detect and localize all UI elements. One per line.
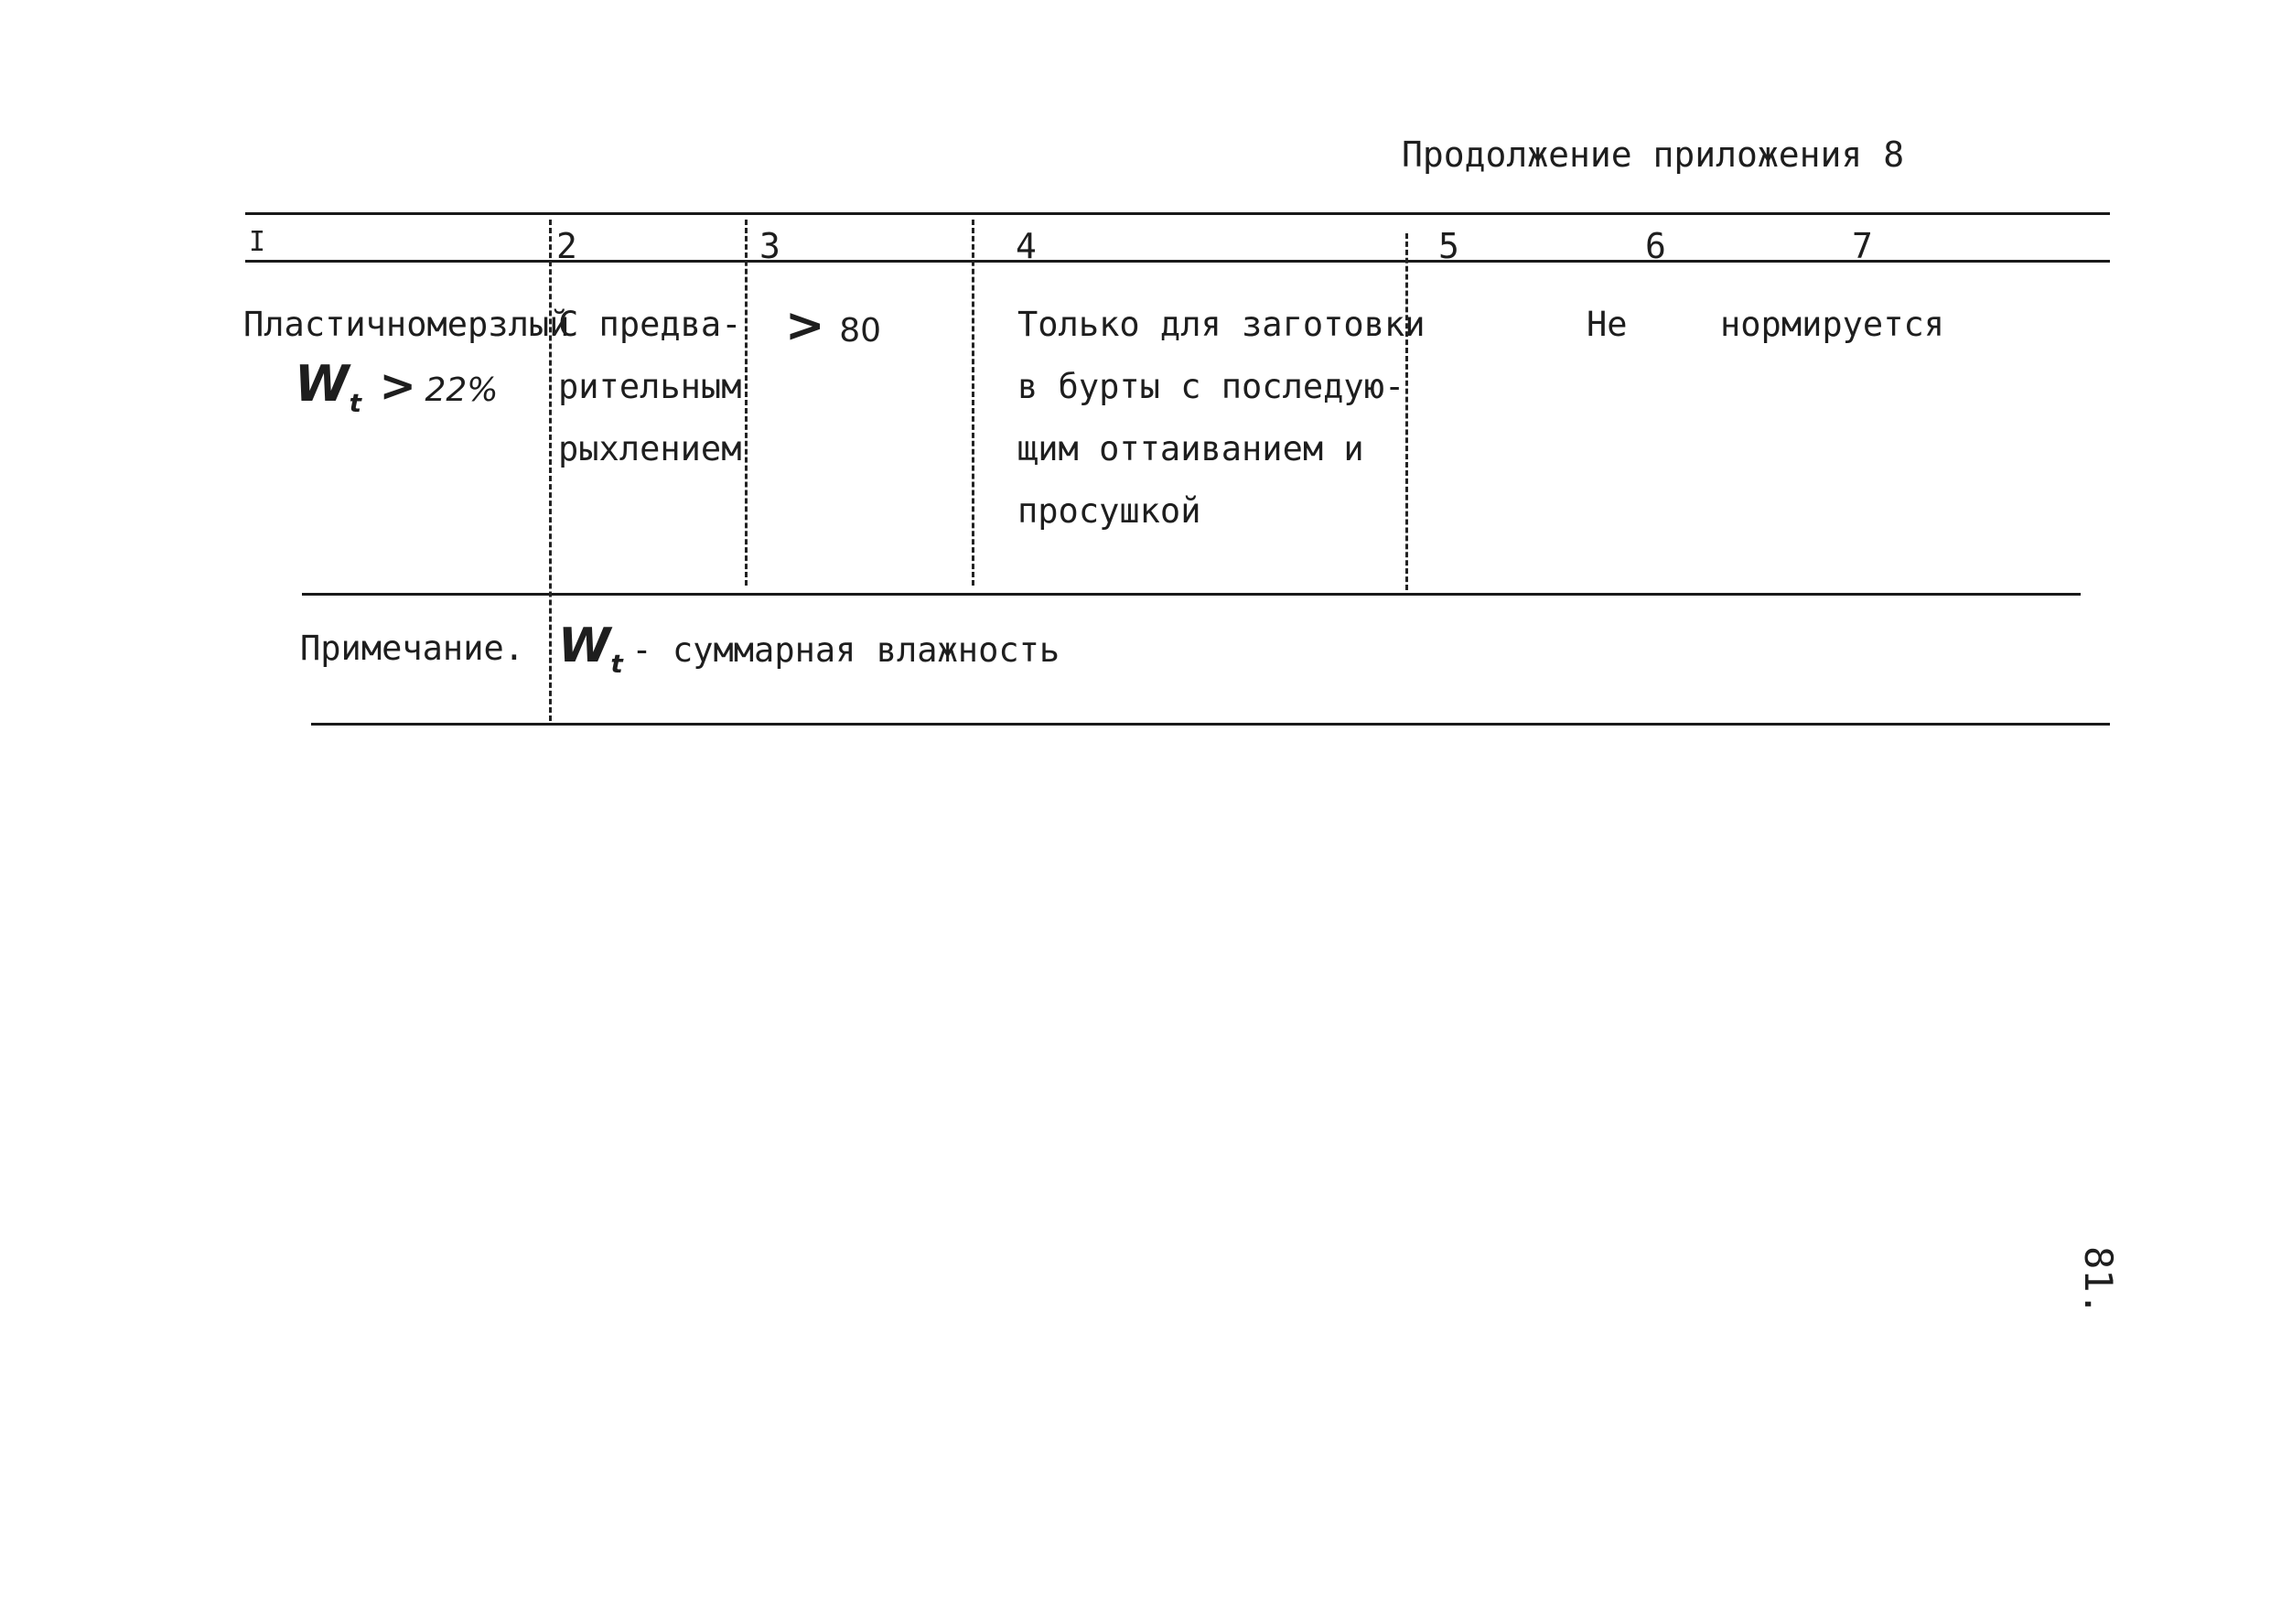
col4-line-2: в бурты с последую- [1017, 367, 1405, 406]
note-text: - суммарная влажность [631, 630, 1060, 670]
col-header-1: I [249, 226, 266, 258]
col4-line-1: Только для заготовки [1017, 305, 1426, 344]
col-separator-4 [1405, 233, 1408, 590]
moisture-symbol: W [295, 355, 350, 413]
col-header-4: 4 [1016, 226, 1037, 266]
col-separator-2 [745, 220, 748, 586]
soil-type: Пластичномерзлый [243, 305, 570, 344]
col-separator-1 [549, 220, 552, 721]
col-separator-3 [972, 220, 974, 586]
not-normalized-word-1: Не [1587, 305, 1628, 344]
note-bottom-rule [311, 723, 2110, 726]
body-bottom-rule [302, 593, 2081, 596]
col3-value-group [785, 298, 881, 353]
col-header-2: 2 [556, 226, 577, 266]
note-label: Примечание. [300, 629, 525, 668]
col-header-7: 7 [1852, 226, 1873, 266]
table-top-rule [245, 212, 2110, 215]
col3-value: 80 [839, 312, 882, 350]
moisture-subscript: t [349, 388, 361, 418]
page-number: 81. [2076, 1246, 2121, 1316]
note-symbol: W [558, 618, 611, 673]
col3-relation: > [785, 298, 825, 353]
col2-line-2: рительным [558, 367, 742, 406]
moisture-relation: > [379, 360, 416, 412]
header-bottom-rule [245, 260, 2110, 263]
col4-line-3: щим оттаиванием и [1017, 429, 1364, 468]
page-header: Продолжение приложения 8 [1402, 134, 1905, 175]
moisture-condition [295, 355, 499, 418]
moisture-value: 22% [425, 371, 499, 409]
col2-line-3: рыхлением [558, 429, 742, 468]
note-subscript: t [610, 649, 623, 679]
col4-line-4: просушкой [1017, 491, 1201, 531]
col-header-3: 3 [759, 226, 780, 266]
not-normalized-word-2: нормируется [1720, 305, 1945, 344]
col-header-5: 5 [1438, 226, 1459, 266]
col-header-6: 6 [1645, 226, 1666, 266]
note-content [558, 618, 1060, 679]
col2-line-1: С предва- [558, 305, 742, 344]
